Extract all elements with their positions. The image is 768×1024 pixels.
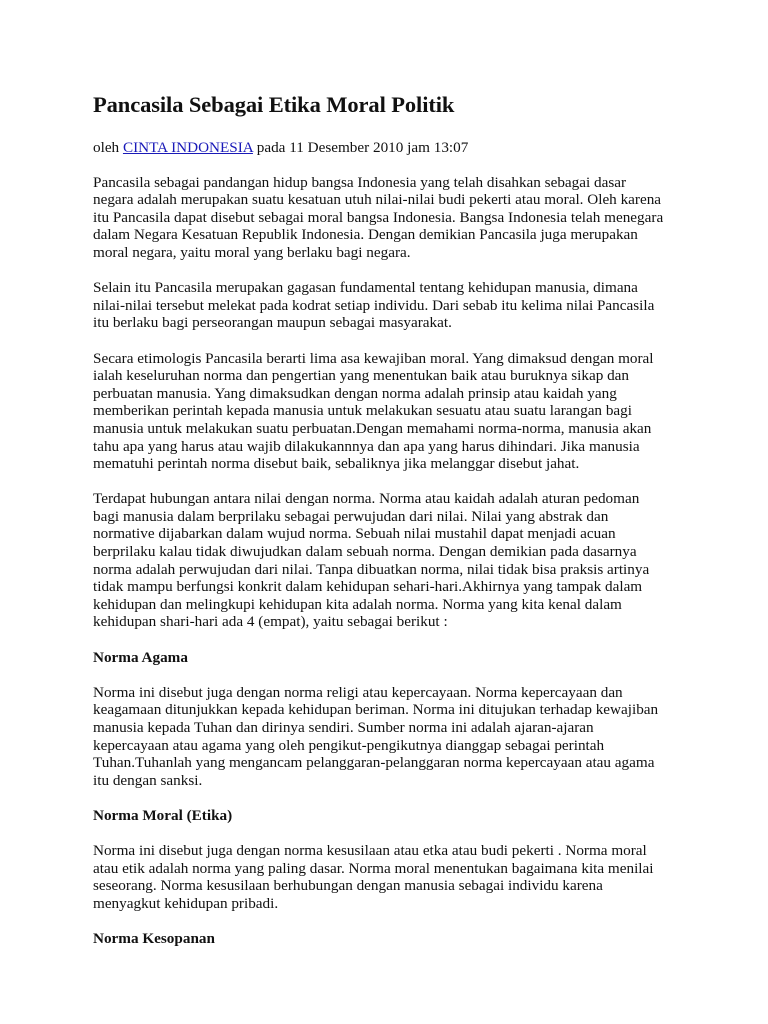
author-link[interactable]: CINTA INDONESIA — [122, 139, 253, 156]
text-line: Tuhan.Tuhanlah yang mengancam pelanggaran-pelanggaran norma kepercayaan atau agama — [93, 754, 655, 772]
text-line: atau etik adalah norma yang paling dasar. Norma moral menentukan bagaimana kita menilai — [93, 859, 654, 877]
paragraph-2 — [93, 279, 713, 332]
section-heading-norma-kesopanan: Norma Kesopanan — [93, 930, 215, 948]
text-line: berprilaku kalau tidak diwujudkan dalam sebuah norma. Dengan demikian pada dasarnya — [93, 543, 637, 561]
text-line: itu berlaku bagi perseorangan maupun sebagai masyarakat. — [93, 314, 452, 332]
text-line: Secara etimologis Pancasila berarti lima asa kewajiban moral. Yang dimaksud dengan moral — [93, 349, 654, 367]
text-line: kehidupan dan melingkupi kehidupan kita adalah norma. Norma yang kita kenal dalam — [93, 595, 622, 613]
text-line: norma adalah perwujudan dari nilai. Tanpa dibuatkan norma, nilai tidak bisa praksis artinya — [93, 560, 650, 578]
text-line: seseorang. Norma kesusilaan berhubungan dengan manusia sebagai individu karena — [93, 877, 603, 895]
text-line: keagamaan ditunjukkan kepada kehidupan beriman. Norma ini ditujukan terhadap kewajiban — [93, 701, 659, 719]
text-line: tidak mampu berfungsi konkrit dalam kehidupan sehari-hari.Akhirnya yang tampak dalam — [93, 578, 643, 596]
text-line: Norma ini disebut juga dengan norma kesusilaan atau etka atau budi pekerti . Norma moral — [93, 842, 647, 860]
text-line: manusia untuk melakukan suatu perbuatan.Dengan memahami norma-norma, manusia akan — [93, 419, 652, 437]
text-line: kepercayaan atau agama yang oleh pengikut-pengikutnya dianggap sebagai perintah — [93, 736, 605, 754]
paragraph-3 — [93, 350, 713, 473]
text-line: mematuhi perintah norma disebut baik, sebaliknya jika melanggar disebut jahat. — [93, 455, 580, 473]
section-norma-agama-text — [93, 684, 713, 790]
paragraph-1 — [93, 174, 713, 262]
text-line: Pancasila sebagai pandangan hidup bangsa Indonesia yang telah disahkan sebagai dasar — [93, 173, 627, 191]
text-line: dalam Negara Kesatuan Republik Indonesia. Dengan demikian Pancasila juga merupakan — [93, 226, 638, 244]
section-norma-moral-text — [93, 842, 713, 912]
document-title: Pancasila Sebagai Etika Moral Politik — [93, 92, 455, 117]
text-line: negara adalah merupakan suatu kesatuan utuh nilai-nilai budi pekerti atau moral. Oleh karena — [93, 191, 662, 209]
text-line: menyagkut kehidupan pribadi. — [93, 894, 279, 912]
text-line: Terdapat hubungan antara nilai dengan norma. Norma atau kaidah adalah aturan pedoman — [93, 490, 640, 508]
text-line: nilai-nilai tersebut melekat pada kodrat setiap individu. Dari sebab itu kelima nilai Pancasila — [93, 296, 655, 314]
text-line: manusia kepada Tuhan dan dirinya sendiri. Sumber norma ini adalah ajaran-ajaran — [93, 719, 594, 736]
text-line: kehidupan shari-hari ada 4 (empat), yaitu sebagai berikut : — [93, 613, 448, 631]
text-line: itu dengan sanksi. — [93, 771, 203, 789]
document-page — [93, 92, 713, 948]
text-line: normative dijabarkan dalam wujud norma. Sebuah nilai mustahil dapat menjadi acuan — [93, 525, 616, 543]
text-line: bagi manusia dalam berprilaku sebagai perwujudan dari nilai. Nilai yang abstrak dan — [93, 507, 609, 525]
paragraph-4 — [93, 490, 713, 631]
byline-date: pada 11 Desember 2010 jam 13:07 — [256, 139, 469, 156]
text-line: tahu apa yang harus atau wajib dilakukannnya dan apa yang harus dihindari. Jika manusia — [93, 437, 640, 455]
text-line: Selain itu Pancasila merupakan gagasan fundamental tentang kehidupan manusia, dimana — [93, 279, 638, 297]
byline — [93, 139, 713, 157]
section-heading-norma-moral: Norma Moral (Etika) — [93, 806, 233, 824]
text-line: ialah keseluruhan norma dan pengertian yang menentukan baik atau buruknya sikap dan — [93, 367, 630, 385]
text-line: itu Pancasila dapat disebut sebagai moral bangsa Indonesia. Bangsa Indonesia telah menegara — [93, 208, 664, 226]
text-line: perbuatan manusia. Yang dimaksudkan dengan norma adalah prinsip atau kaidah yang — [93, 384, 617, 402]
byline-prefix: oleh — [93, 139, 120, 156]
text-line: Norma ini disebut juga dengan norma religi atau kepercayaan. Norma kepercayaan dan — [93, 683, 623, 701]
text-line: memberikan perintah kepada manusia untuk melakukan sesuatu atau suatu larangan bagi — [93, 402, 632, 420]
text-line: moral negara, yaitu moral yang berlaku bagi negara. — [93, 243, 411, 261]
section-heading-norma-agama: Norma Agama — [93, 648, 188, 666]
